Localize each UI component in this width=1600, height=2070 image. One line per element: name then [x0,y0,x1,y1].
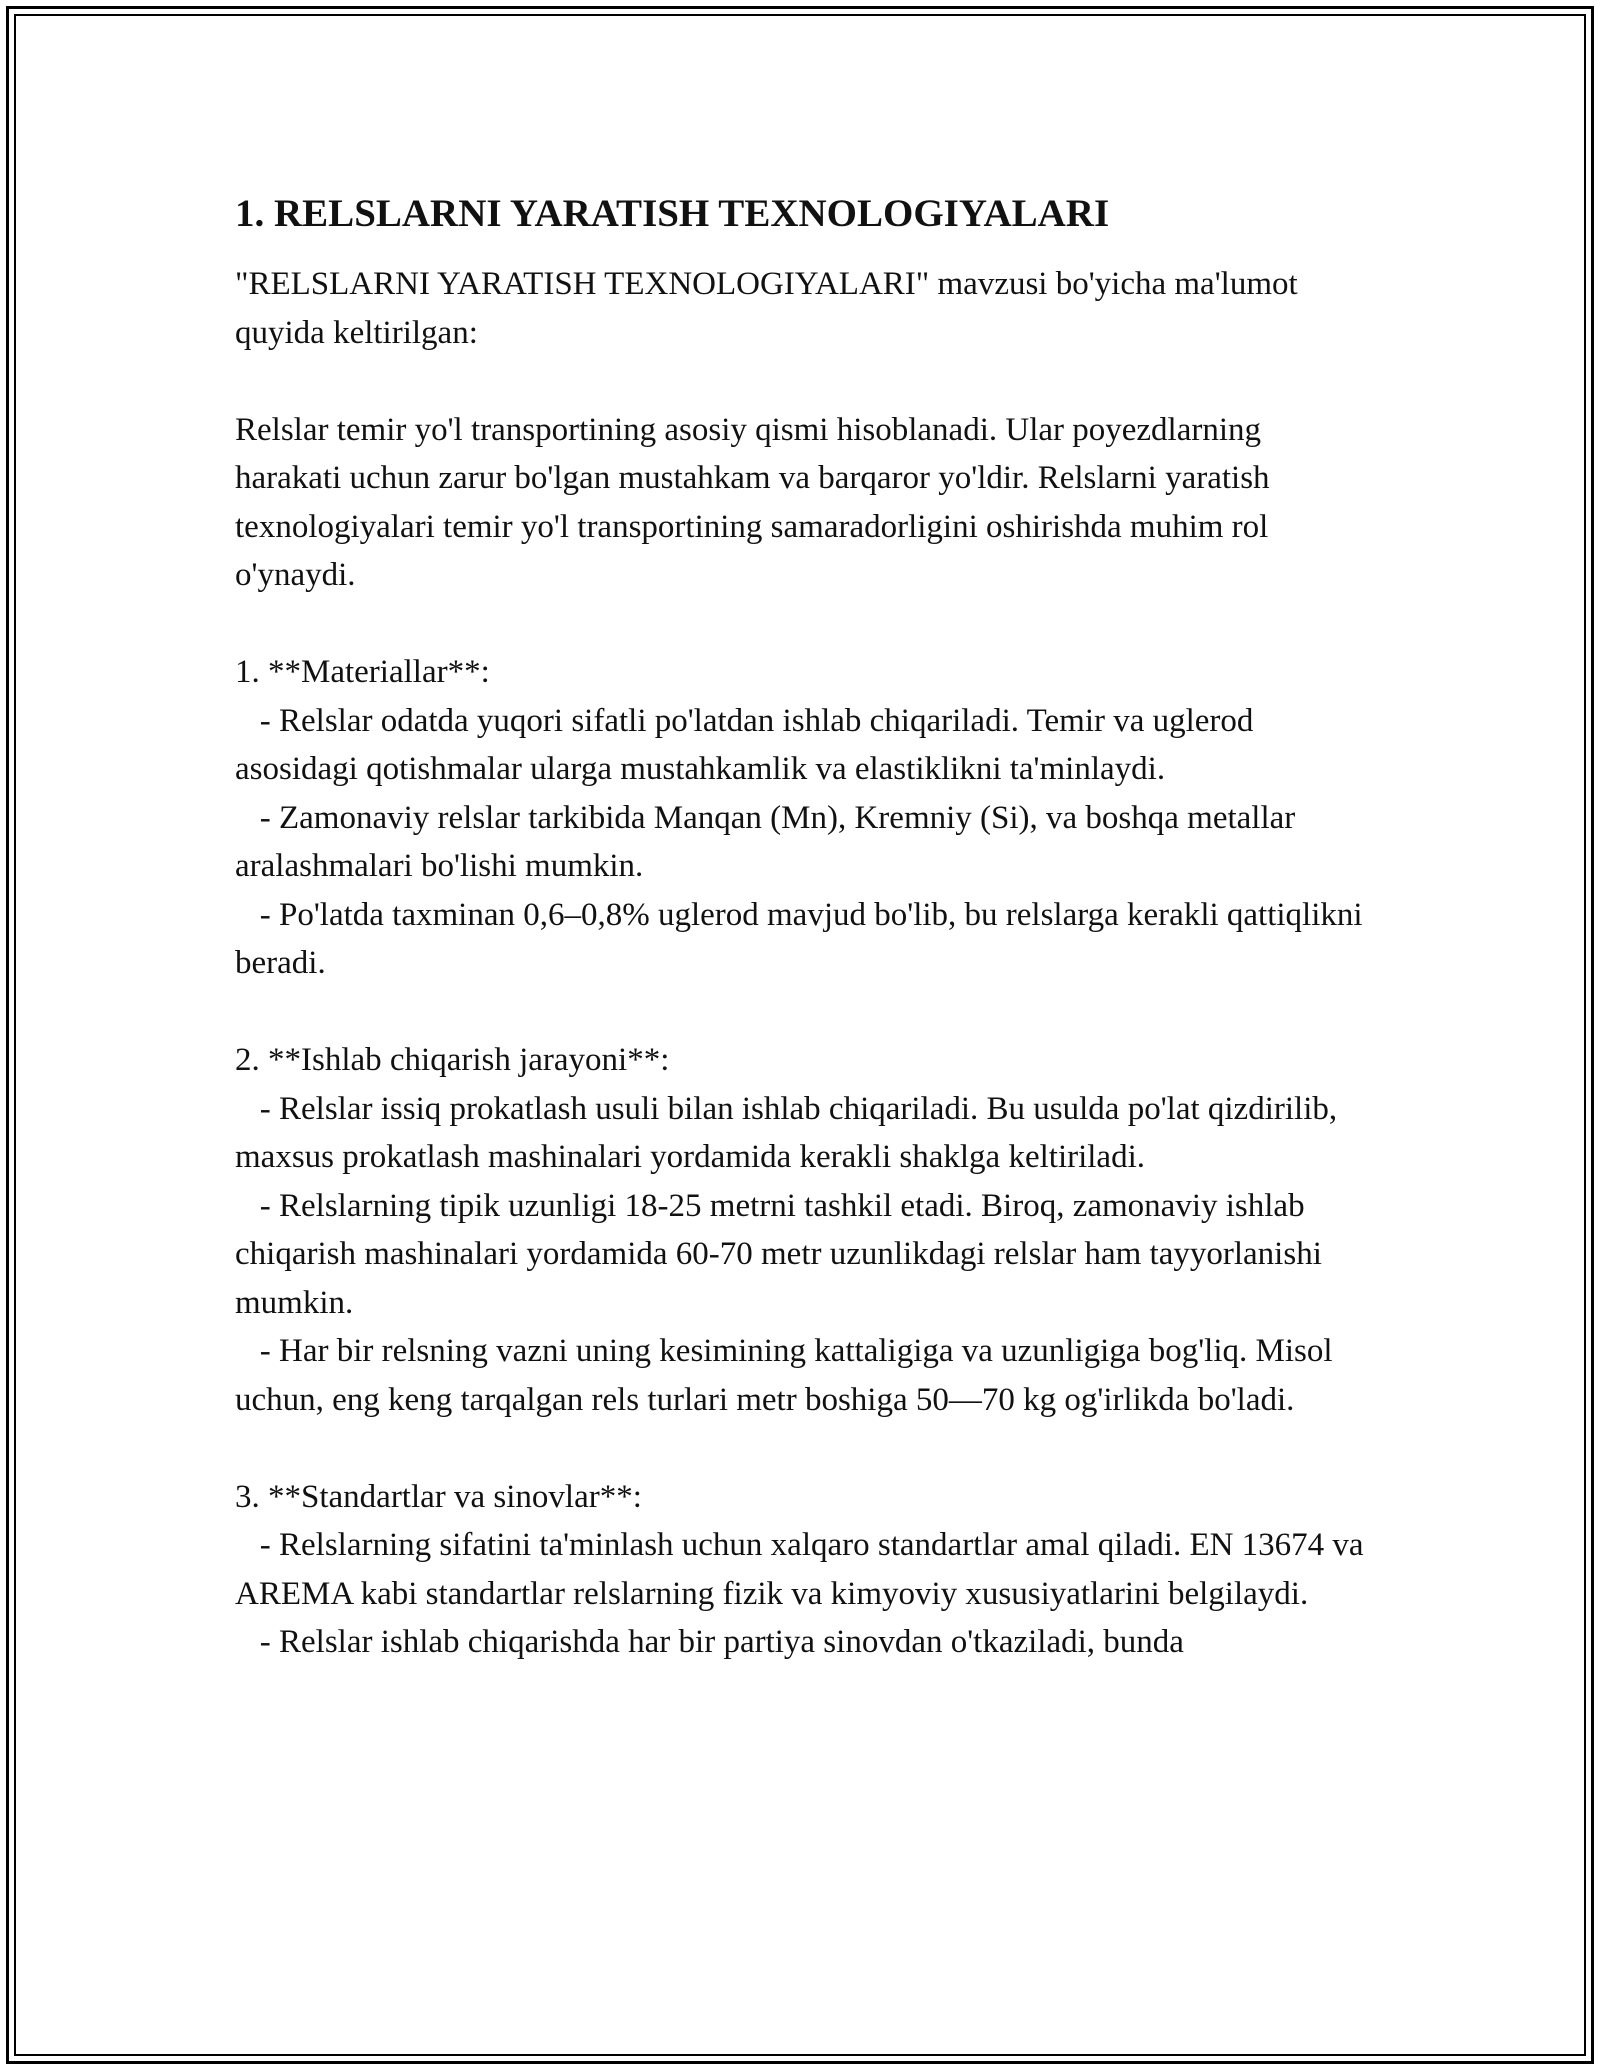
section-heading-standards: 3. **Standartlar va sinovlar**: [235,1478,642,1515]
document-body [235,190,1375,1667]
spacer [235,357,1375,406]
overview-paragraph: Relslar temir yo'l transportining asosiy qismi hisoblanadi. Ular poyezdlarning harakati uchun zarur bo'lgan mustahkam va barqaror yo'ldir. Relslarni yaratish texnologiyalari temir yo'l transportining samaradorligini oshirishda muhim rol o'ynaydi. [235,411,1278,593]
list-item: - Relslarning sifatini ta'minlash uchun xalqaro standartlar amal qiladi. EN 13674 va AREMA kabi standartlar relslarning fizik va kimyoviy xususiyatlarini belgilaydi. [235,1527,1371,1612]
list-item: - Relslar ishlab chiqarishda har bir partiya sinovdan o'tkaziladi, bunda [235,1624,1184,1660]
spacer [235,1424,1375,1473]
list-item: - Zamonaviy relslar tarkibida Manqan (Mn), Kremniy (Si), va boshqa metallar aralashmalari bo'lishi mumkin. [235,799,1304,884]
intro-paragraph: "RELSLARNI YARATISH TEXNOLOGIYALARI" mavzusi bo'yicha ma'lumot quyida keltirilgan: [235,266,1306,351]
list-item: - Relslarning tipik uzunligi 18-25 metrni tashkil etadi. Biroq, zamonaviy ishlab chiqarish mashinalari yordamida 60-70 metr uzunlikdagi relslar ham tayyorlanishi mumkin. [235,1187,1331,1321]
list-item: - Har bir relsning vazni uning kesimining kattaligiga va uzunligiga bog'liq. Misol uchun, eng keng tarqalgan rels turlari metr boshiga 50—70 kg og'irlikda bo'ladi. [235,1333,1341,1418]
list-item: - Po'latda taxminan 0,6–0,8% uglerod mavjud bo'lib, bu relslarga kerakli qattiqlikni beradi. [235,896,1371,981]
section-heading-production: 2. **Ishlab chiqarish jarayoni**: [235,1042,670,1078]
list-item: - Relslar odatda yuqori sifatli po'latdan ishlab chiqariladi. Temir va uglerod asosidagi qotishmalar ularga mustahkamlik va elastiklikni ta'minlaydi. [235,702,1262,787]
list-item: - Relslar issiq prokatlash usuli bilan ishlab chiqariladi. Bu usulda po'lat qizdirilib, maxsus prokatlash mashinalari yordamida kerakli shaklga keltiriladi. [235,1090,1346,1175]
document-title: 1. RELSLARNI YARATISH TEXNOLOGIYALARI [235,192,1110,235]
spacer [235,600,1375,649]
section-heading-materials: 1. **Materiallar**: [235,654,490,690]
spacer [235,988,1375,1037]
